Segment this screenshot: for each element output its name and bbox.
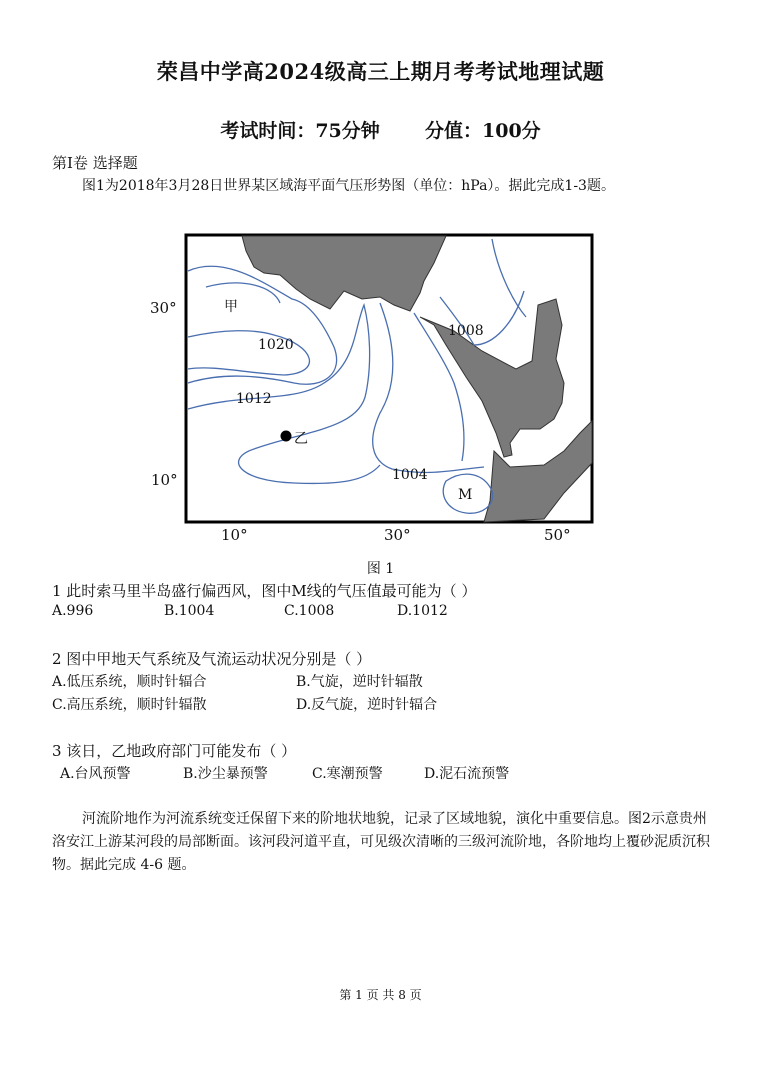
q3-option-a: A.台风预警 bbox=[60, 766, 131, 782]
intro-paragraph-2: 河流阶地作为河流系统变迁保留下来的阶地状地貌，记录了区域地貌，演化中重要信息。图2示意贵州洛安江上游某河段的局部断面。该河段河道平直，可见级次清晰的三级河流阶地，各阶地均上覆砂泥质沉积物。据此完成 4-6 题。 bbox=[52, 811, 710, 873]
lon-label-10: 10° bbox=[221, 526, 248, 544]
question-1-stem: 1 此时索马里半岛盛行偏西风，图中M线的气压值最可能为（ ） bbox=[52, 582, 477, 600]
isobar-label-1012: 1012 bbox=[236, 391, 272, 407]
page-footer: 第 1 页 共 8 页 bbox=[339, 988, 422, 1002]
question-3 bbox=[52, 740, 652, 787]
q3-option-c: C.寒潮预警 bbox=[312, 766, 383, 782]
q2-option-b: B.气旋，逆时针辐散 bbox=[296, 674, 423, 690]
figure-caption: 图 1 bbox=[366, 561, 395, 577]
exam-title: 荣昌中学高2024级高三上期月考考试地理试题 bbox=[156, 59, 605, 84]
question-3-stem: 3 该日，乙地政府部门可能发布（ ） bbox=[52, 742, 297, 760]
label-yi: 乙 bbox=[294, 431, 308, 447]
question-1 bbox=[52, 580, 612, 627]
q3-option-b: B.沙尘暴预警 bbox=[183, 766, 268, 782]
isobar-label-1008: 1008 bbox=[448, 323, 484, 339]
isobar-label-1004: 1004 bbox=[392, 467, 428, 483]
q3-option-d: D.泥石流预警 bbox=[424, 766, 510, 782]
label-jia: 甲 bbox=[224, 299, 238, 315]
exam-time: 考试时间：75分钟 bbox=[220, 120, 380, 142]
q1-option-d: D.1012 bbox=[397, 603, 448, 619]
lon-label-50: 50° bbox=[544, 526, 571, 544]
lon-label-30: 30° bbox=[384, 526, 411, 544]
q1-option-c: C.1008 bbox=[284, 603, 335, 619]
pressure-map bbox=[184, 233, 596, 525]
q1-option-b: B.1004 bbox=[164, 603, 215, 619]
isobar-label-1020: 1020 bbox=[258, 337, 294, 353]
question-2 bbox=[52, 648, 652, 717]
question-2-stem: 2 图中甲地天气系统及气流运动状况分别是（ ） bbox=[52, 650, 372, 668]
exam-score: 分值：100分 bbox=[425, 120, 541, 142]
label-M: M bbox=[458, 487, 473, 503]
q2-option-d: D.反气旋，逆时针辐合 bbox=[296, 697, 438, 713]
intro-paragraph-1: 图1为2018年3月28日世界某区域海平面气压形势图（单位：hPa）。据此完成1-3题。 bbox=[82, 178, 615, 194]
exam-info bbox=[0, 116, 761, 143]
section-heading: 第Ⅰ卷 选择题 bbox=[52, 154, 138, 172]
q2-option-c: C.高压系统，顺时针辐散 bbox=[52, 697, 207, 713]
lat-label-30: 30° bbox=[150, 299, 177, 317]
q2-option-a: A.低压系统，顺时针辐合 bbox=[52, 674, 207, 690]
lat-label-10: 10° bbox=[151, 471, 178, 489]
yi-point-marker bbox=[281, 431, 292, 442]
q1-option-a: A.996 bbox=[52, 603, 94, 619]
